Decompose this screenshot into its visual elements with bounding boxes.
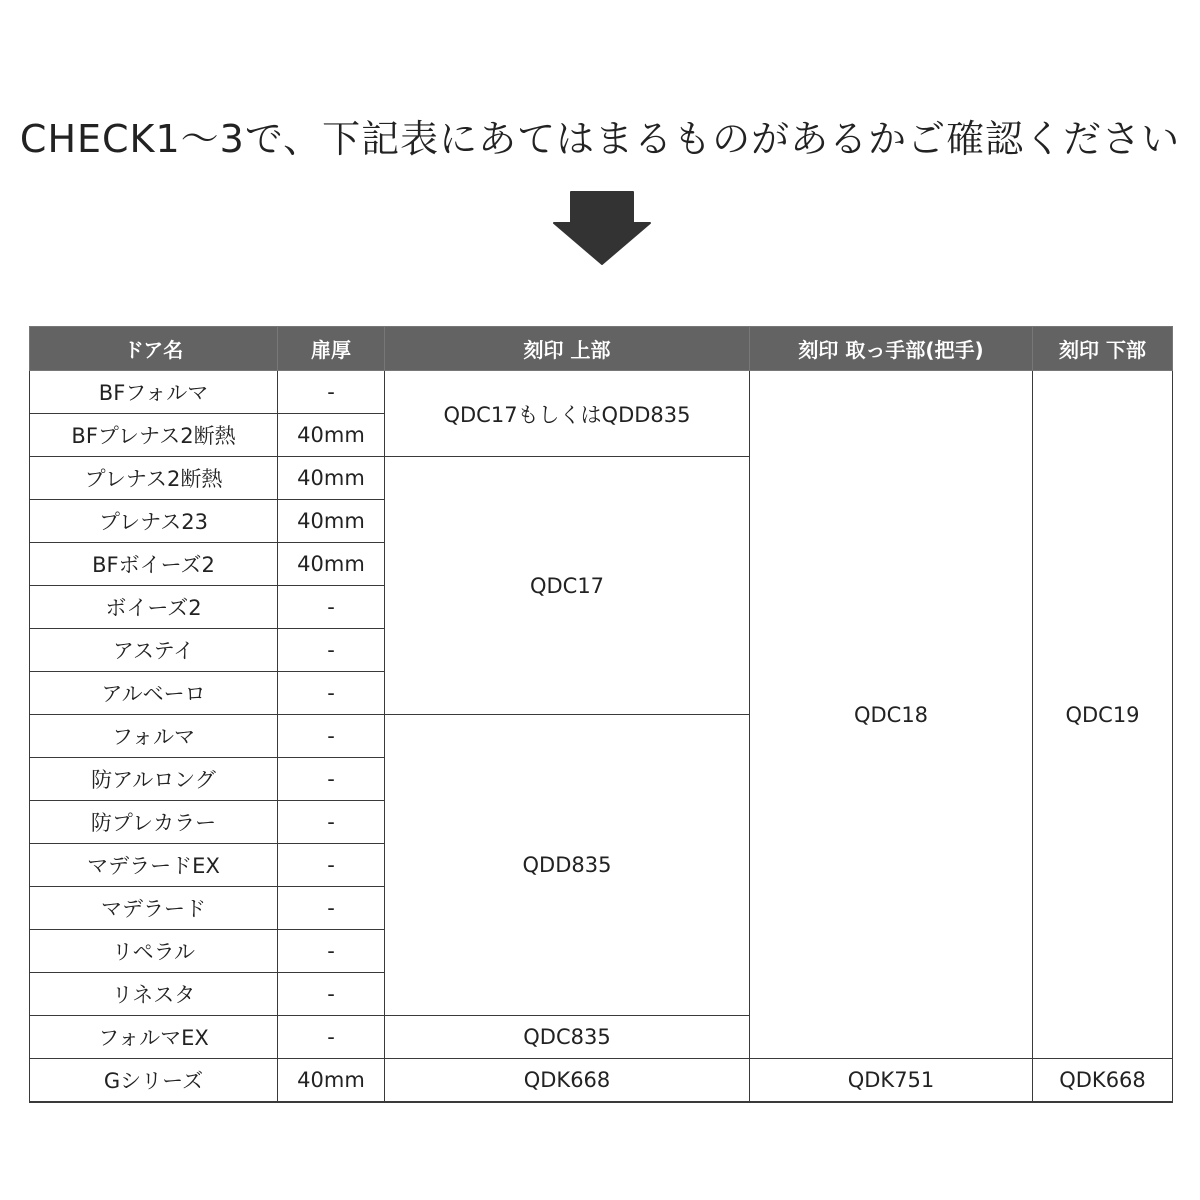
door-name-cell: フォルマ [30,715,278,758]
engraving-top-cell: QDK668 [385,1059,750,1103]
header-engraving-bottom: 刻印 下部 [1033,327,1173,371]
table-header-row [30,327,1173,371]
door-name-cell: リペラル [30,930,278,973]
door-name-cell: リネスタ [30,973,278,1016]
thickness-cell: - [278,887,385,930]
door-name-cell: アステイ [30,629,278,672]
thickness-cell: - [278,844,385,887]
engraving-bottom-cell: QDC19 [1033,371,1173,1059]
thickness-cell: 40mm [278,1059,385,1103]
thickness-cell: - [278,801,385,844]
door-name-cell: 防アルロング [30,758,278,801]
engraving-top-cell: QDD835 [385,715,750,1016]
header-door-name: ドア名 [30,327,278,371]
thickness-cell: - [278,586,385,629]
table-row [30,1059,1173,1103]
door-name-cell: アルベーロ [30,672,278,715]
engraving-top-cell: QDC17 [385,457,750,715]
door-name-cell: ボイーズ2 [30,586,278,629]
thickness-cell: 40mm [278,414,385,457]
door-name-cell: 防プレカラー [30,801,278,844]
door-name-cell: Gシリーズ [30,1059,278,1103]
header-thickness: 扉厚 [278,327,385,371]
engraving-handle-cell: QDC18 [750,371,1033,1059]
door-name-cell: プレナス23 [30,500,278,543]
thickness-cell: - [278,672,385,715]
door-name-cell: BFボイーズ2 [30,543,278,586]
table-row [30,371,1173,414]
door-name-cell: マデラード [30,887,278,930]
thickness-cell: - [278,758,385,801]
thickness-cell: - [278,371,385,414]
door-engraving-table [29,326,1173,1103]
engraving-top-cell: QDC835 [385,1016,750,1059]
door-name-cell: フォルマEX [30,1016,278,1059]
thickness-cell: - [278,930,385,973]
thickness-cell: - [278,1016,385,1059]
page-title: CHECK1〜3で、下記表にあてはまるものがあるかご確認ください [19,117,1181,161]
header-engraving-handle: 刻印 取っ手部(把手) [750,327,1033,371]
down-arrow-icon [553,190,651,266]
door-name-cell: プレナス2断熱 [30,457,278,500]
door-name-cell: BFプレナス2断熱 [30,414,278,457]
door-name-cell: マデラードEX [30,844,278,887]
thickness-cell: - [278,629,385,672]
engraving-handle-cell: QDK751 [750,1059,1033,1103]
thickness-cell: 40mm [278,543,385,586]
thickness-cell: - [278,715,385,758]
engraving-top-cell: QDC17もしくはQDD835 [385,371,750,457]
thickness-cell: 40mm [278,457,385,500]
door-name-cell: BFフォルマ [30,371,278,414]
header-engraving-top: 刻印 上部 [385,327,750,371]
engraving-bottom-cell: QDK668 [1033,1059,1173,1103]
thickness-cell: 40mm [278,500,385,543]
thickness-cell: - [278,973,385,1016]
